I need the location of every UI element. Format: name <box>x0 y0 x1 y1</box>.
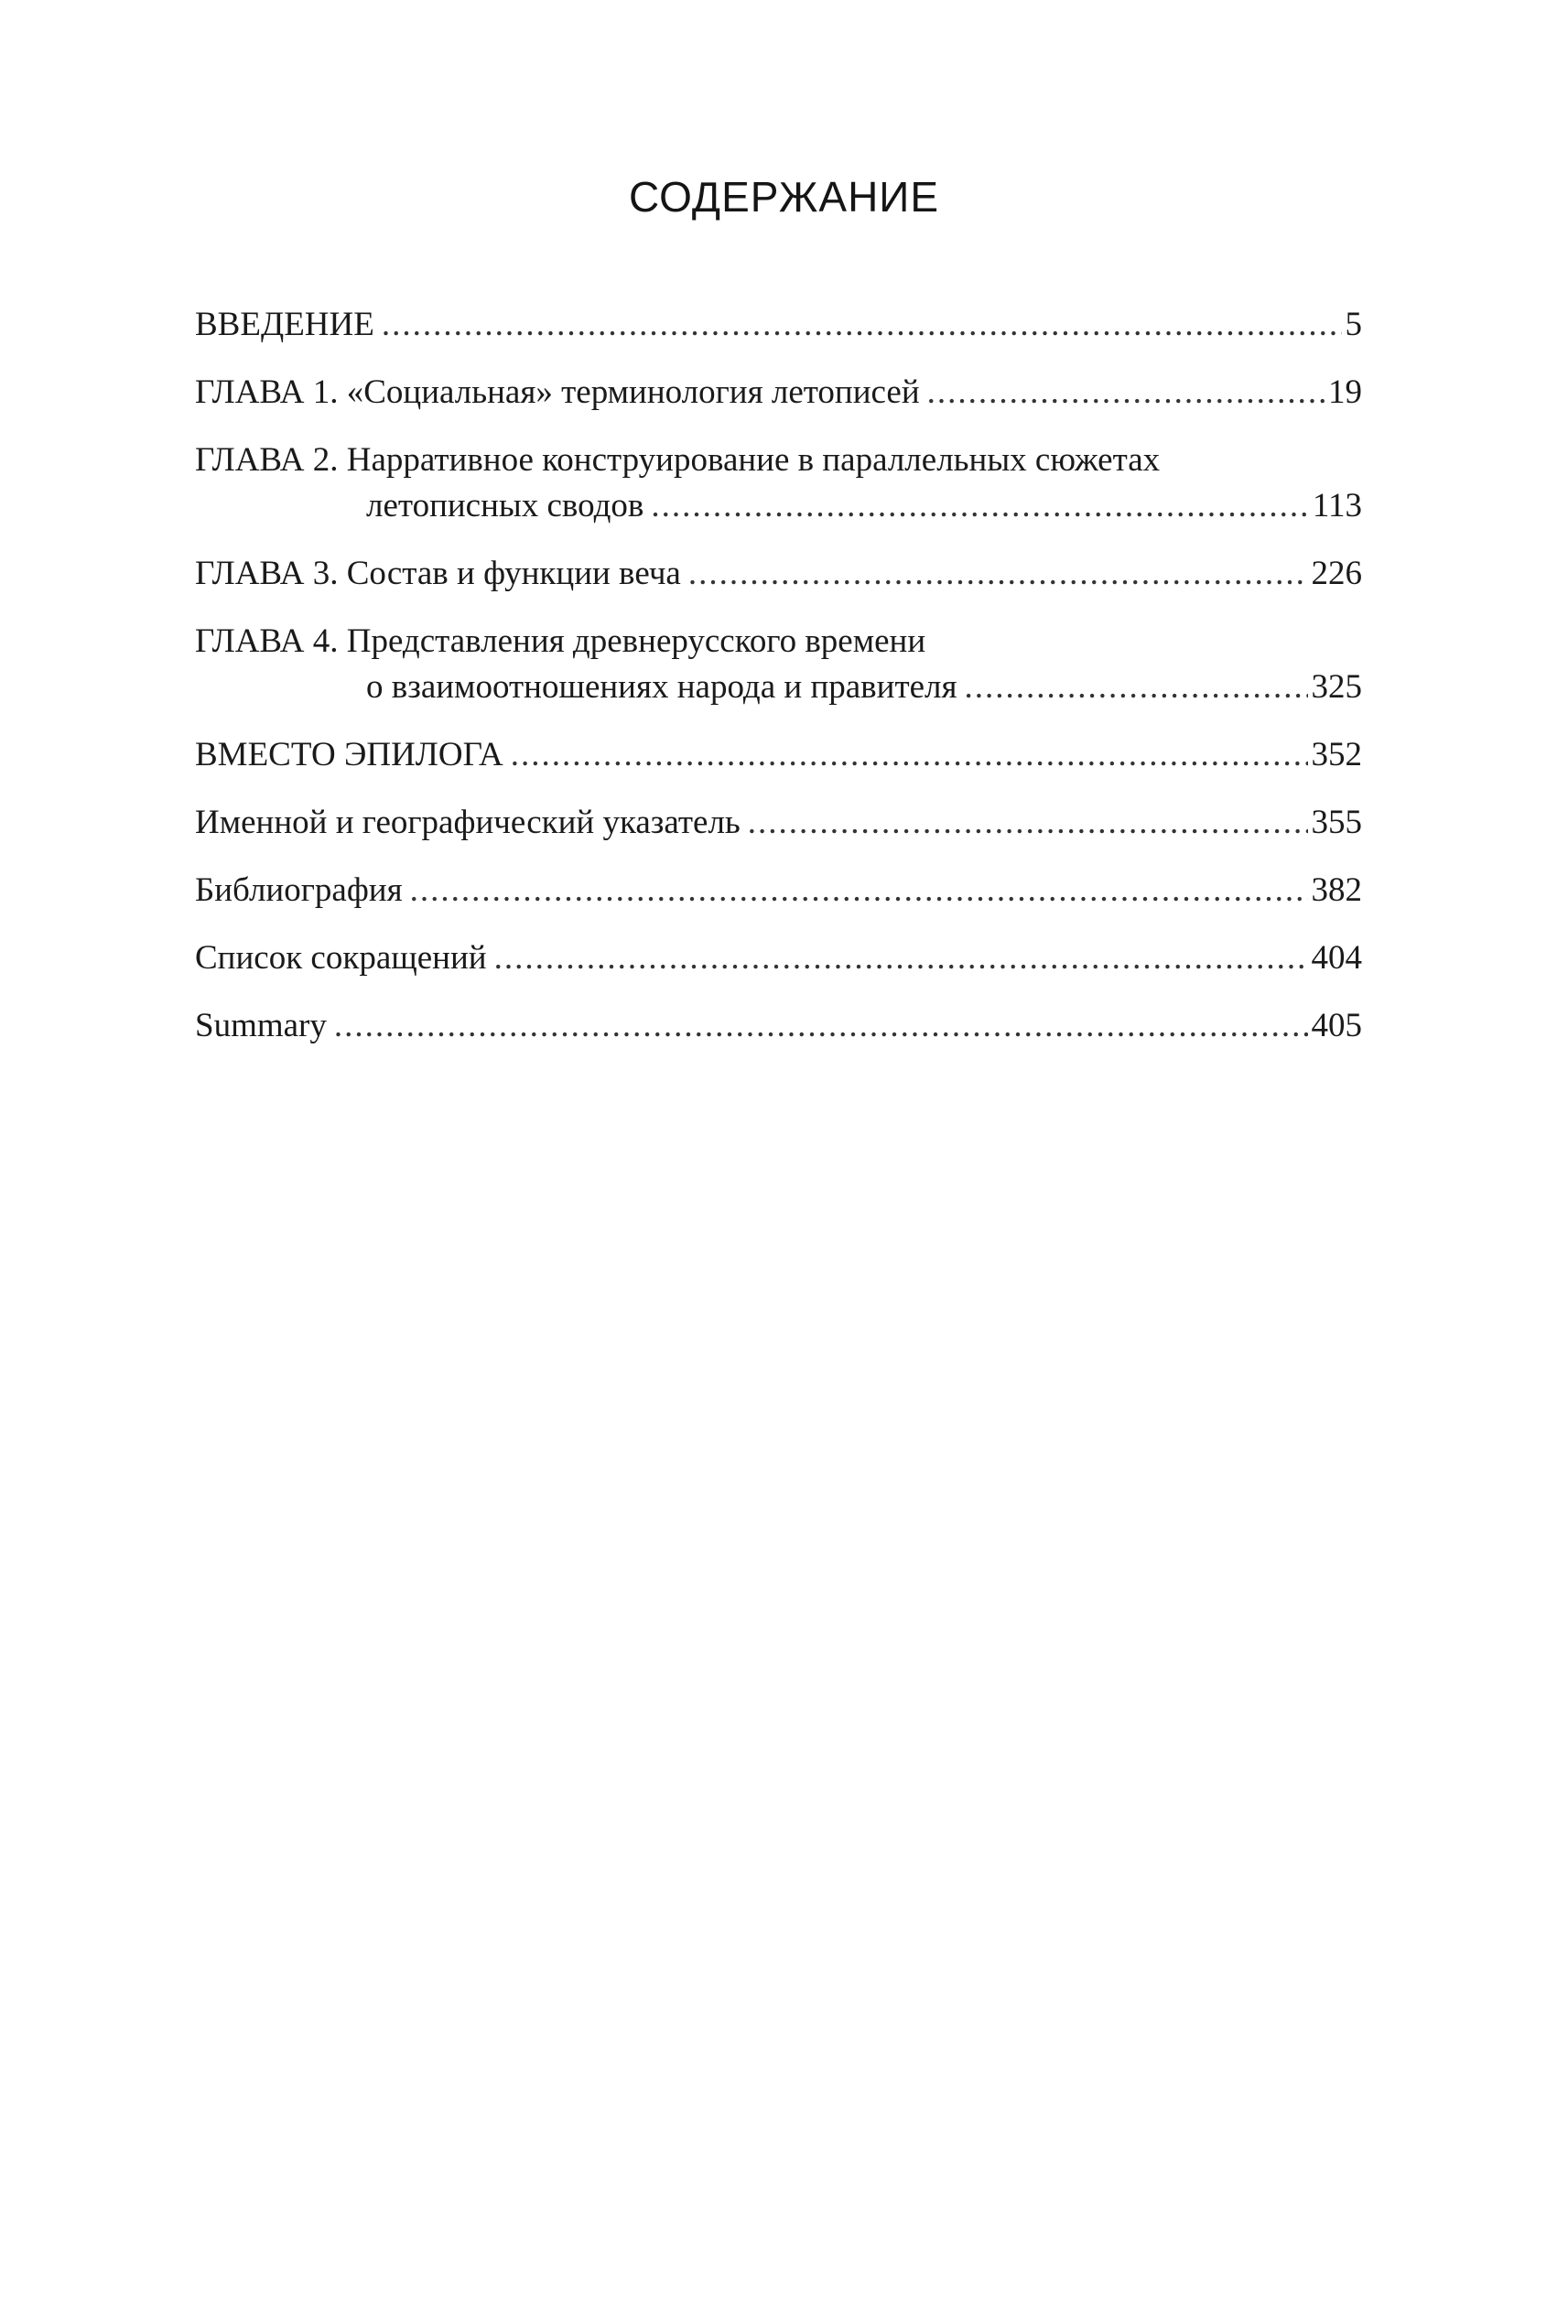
toc-entry-title: Библиография <box>195 871 403 909</box>
toc-entry-title-continuation: летописных сводов <box>366 487 644 524</box>
toc-entry-title: ГЛАВА 1. «Социальная» терминология летописей <box>195 373 920 411</box>
toc-entry-title: ГЛАВА 2. Нарративное конструирование в параллельных сюжетах <box>195 441 1161 479</box>
toc-entry-chapter-1 <box>195 370 1362 416</box>
toc-page-number: 404 <box>1311 939 1362 977</box>
toc-entry-title: Именной и географический указатель <box>195 804 741 841</box>
toc-page-number: 5 <box>1345 306 1362 343</box>
dot-leader <box>927 370 1325 416</box>
toc-entry-epilogue <box>195 732 1362 778</box>
table-of-contents <box>195 302 1362 1071</box>
dot-leader <box>334 1003 1308 1049</box>
toc-entry-title: ГЛАВА 3. Состав и функции веча <box>195 555 681 592</box>
toc-page-number: 113 <box>1312 487 1362 524</box>
toc-page-number: 226 <box>1311 555 1362 592</box>
toc-entry-chapter-3 <box>195 551 1362 597</box>
toc-page-number: 325 <box>1311 668 1362 706</box>
toc-entry-introduction <box>195 302 1362 348</box>
dot-leader <box>748 800 1308 846</box>
dot-leader <box>382 302 1342 348</box>
toc-entry-summary <box>195 1003 1362 1049</box>
dot-leader <box>511 732 1308 778</box>
toc-entry-title: Summary <box>195 1007 327 1044</box>
toc-page-number: 19 <box>1328 373 1362 411</box>
dot-leader <box>965 665 1308 710</box>
toc-entry-abbreviations <box>195 935 1362 981</box>
toc-heading: СОДЕРЖАНИЕ <box>628 173 940 221</box>
toc-entry-title: Список сокращений <box>195 939 487 977</box>
dot-leader <box>688 551 1308 597</box>
toc-entry-index <box>195 800 1362 846</box>
dot-leader <box>494 935 1308 981</box>
toc-entry-bibliography <box>195 868 1362 913</box>
toc-entry-title: ВВЕДЕНИЕ <box>195 306 374 343</box>
toc-entry-chapter-4 <box>195 619 1362 710</box>
dot-leader <box>651 483 1308 529</box>
toc-entry-title-continuation: о взаимоотношениях народа и правителя <box>366 668 957 706</box>
dot-leader <box>410 868 1308 913</box>
toc-page-number: 352 <box>1311 736 1362 773</box>
toc-entry-chapter-2 <box>195 438 1362 529</box>
toc-page-number: 382 <box>1311 871 1362 909</box>
toc-page-number: 405 <box>1311 1007 1362 1044</box>
toc-entry-title: ГЛАВА 4. Представления древнерусского времени <box>195 622 926 660</box>
toc-page-number: 355 <box>1311 804 1362 841</box>
toc-entry-title: ВМЕСТО ЭПИЛОГА <box>195 736 503 773</box>
